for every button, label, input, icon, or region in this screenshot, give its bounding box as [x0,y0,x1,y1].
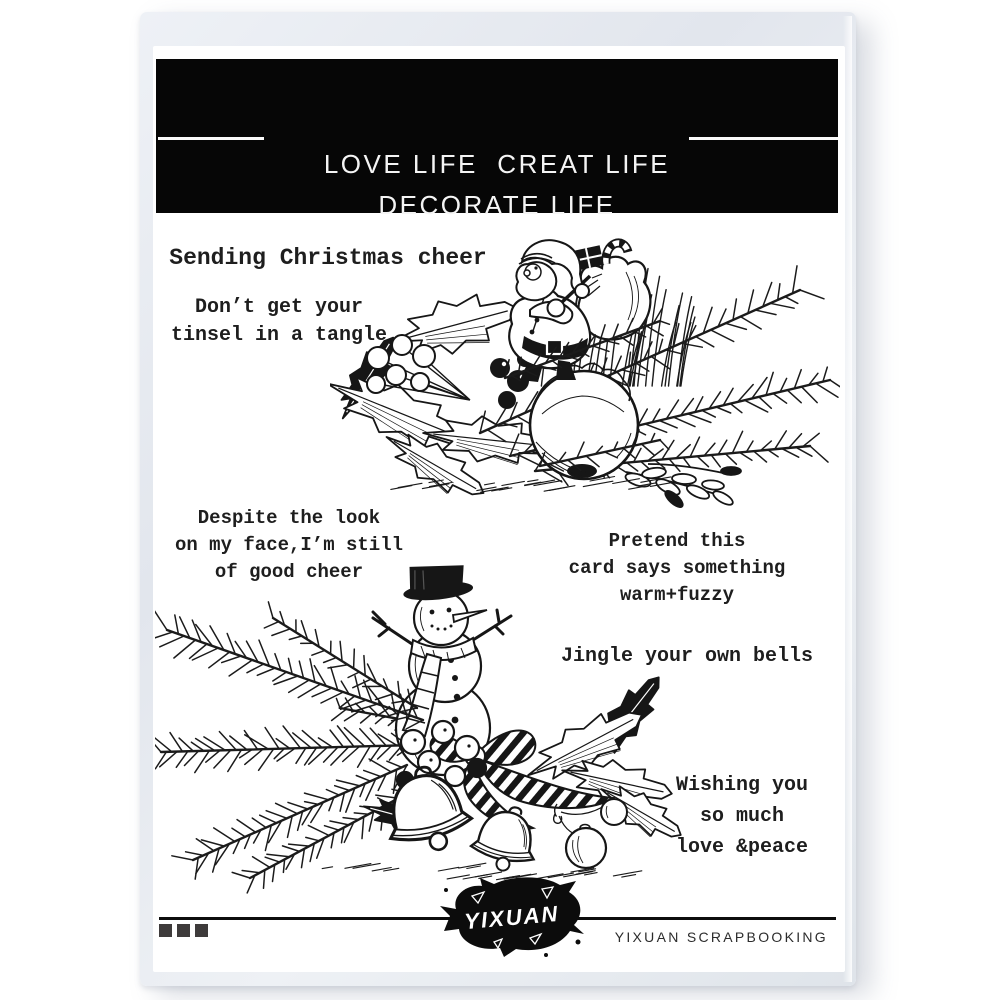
stamp-line: Sending Christmas cheer [169,245,487,271]
stamp-line: card says something [568,557,786,579]
yixuan-logo [438,876,586,958]
color-swatch-square [195,924,208,937]
stamp-line: Wishing you [675,774,809,797]
stamp-line: Jingle your own bells [560,645,814,668]
stamp-line: Pretend this [608,530,746,552]
leaf-twig [624,464,741,508]
banner-title-line1: LOVE LIFE CREAT LIFE [323,149,671,179]
stamp-line: on my face,I’m still [174,534,404,556]
stamp-line: warm+fuzzy [619,584,735,606]
ball-ornament [530,363,638,479]
pine-branch [264,602,417,712]
stamp-line: so much [699,805,784,828]
banner-title-line2: DECORATE LIFE [378,190,616,220]
stamp-jingle-your-own-bells [561,643,813,671]
snowman-bells-swag-illustration [155,560,685,905]
stamp-tinsel-in-a-tangle [171,294,387,350]
stamp-line: Despite the look [197,507,381,529]
brand-text: YIXUAN SCRAPBOOKING [614,929,828,945]
ornament-balls [554,799,627,868]
stamp-wishing-you [676,770,808,863]
stamp-sending-christmas-cheer [169,245,486,271]
top-hat [401,560,474,603]
banner [156,59,838,220]
stamp-despite-the-look [175,505,403,586]
stamp-line: Don’t get your [194,296,364,319]
pine-branch [155,726,413,773]
color-swatch-square [159,924,172,937]
stamp-line: tinsel in a tangle [170,324,388,347]
color-swatch-square [177,924,190,937]
stamp-line: love &peace [675,836,809,859]
banner-divider-left [158,137,264,140]
logo-text: YIXUAN [463,900,561,935]
stamp-pretend-this-card [569,528,786,609]
banner-divider-right [689,137,838,140]
stamp-line: of good cheer [214,561,364,583]
